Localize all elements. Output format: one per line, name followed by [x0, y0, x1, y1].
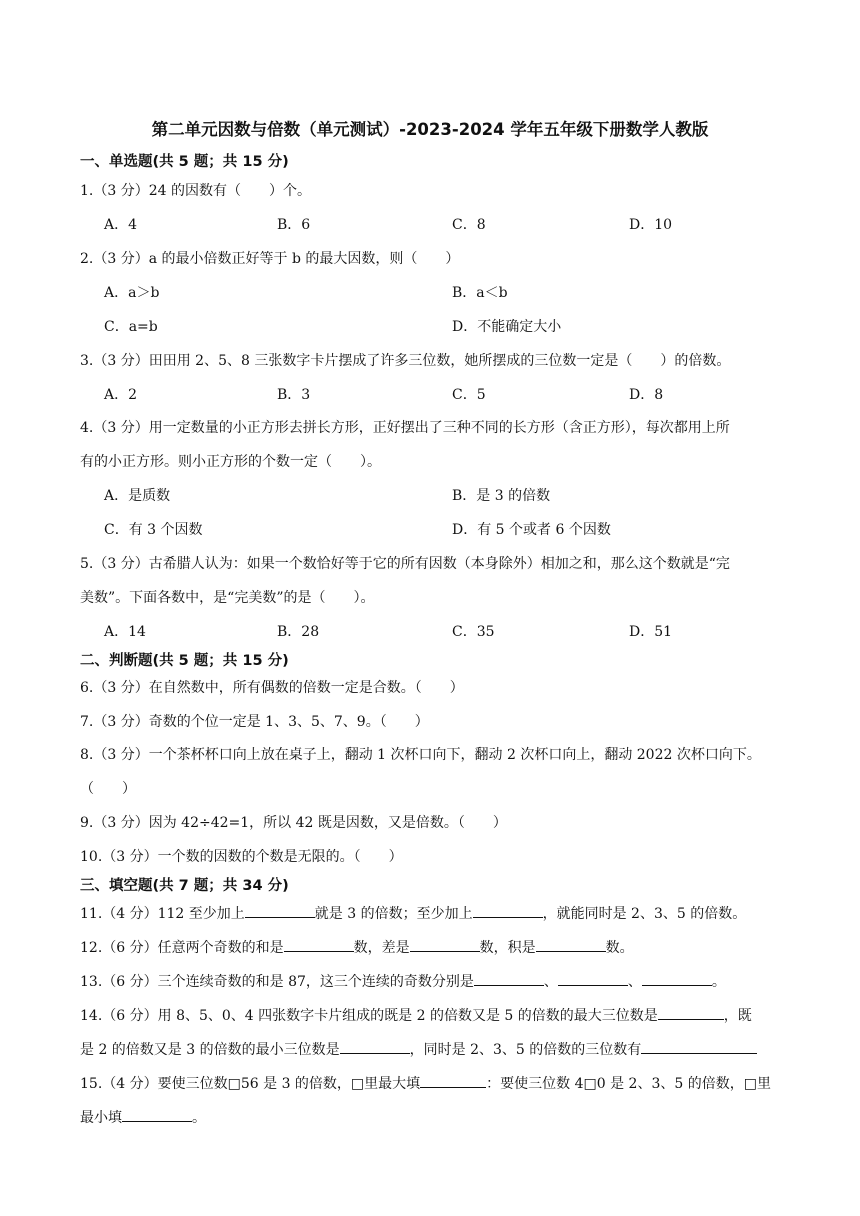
answer-blank[interactable]: [122, 1106, 192, 1122]
question-11-text-1: 11.（4 分）112 至少加上: [80, 906, 245, 922]
question-3: 3.（3 分）田田用 2、5、8 三张数字卡片摆成了许多三位数，她所摆成的三位数一定是（ ）的倍数。: [80, 353, 731, 369]
option-1b: B．6: [277, 217, 311, 233]
question-5-line-2: 美数”。下面各数中，是“完美数”的是（ ）。: [80, 590, 375, 606]
question-9: 9.（3 分）因为 42÷42=1，所以 42 既是因数，又是倍数。（ ）: [80, 815, 507, 831]
question-14-text-2: ，既: [723, 1008, 752, 1024]
answer-blank[interactable]: [473, 902, 543, 918]
question-15-line-1: [80, 1072, 808, 1093]
answer-blank[interactable]: [340, 1038, 410, 1054]
section-heading-fill-blank: 三、填空题(共 7 题；共 34 分): [80, 878, 289, 894]
question-15-line-2: [80, 1106, 808, 1127]
answer-blank[interactable]: [642, 970, 712, 986]
answer-blank[interactable]: [558, 970, 628, 986]
section-heading-true-false: 二、判断题(共 5 题；共 15 分): [80, 653, 289, 669]
answer-blank[interactable]: [474, 970, 544, 986]
option-3b: B．3: [277, 387, 311, 403]
option-5a: A．14: [104, 624, 146, 640]
question-8-line-1: 8.（3 分）一个茶杯杯口向上放在桌子上，翻动 1 次杯口向下，翻动 2 次杯口向上，翻动 2022 次杯口向下。: [80, 747, 761, 763]
answer-blank[interactable]: [284, 936, 354, 952]
question-14-text-1: 14.（6 分）用 8、5、0、4 四张数字卡片组成的既是 2 的倍数又是 5 的倍数的最大三位数是: [80, 1008, 658, 1024]
option-4b: B．是 3 的倍数: [452, 488, 551, 504]
question-14-text-3: 是 2 的倍数又是 3 的倍数的最小三位数是: [80, 1042, 340, 1058]
question-11: [80, 902, 808, 923]
question-13-text-2: 、: [543, 974, 558, 990]
option-4a: A．是质数: [104, 488, 171, 504]
option-1d: D．10: [629, 217, 673, 233]
question-11-text-2: 就是 3 的倍数；至少加上: [314, 906, 473, 922]
question-13: [80, 970, 808, 991]
option-3c: C．5: [452, 387, 486, 403]
question-11-text-3: ，就能同时是 2、3、5 的倍数。: [542, 906, 747, 922]
question-15-text-4: 。: [192, 1110, 206, 1126]
question-15-text-2: ：要使三位数 4□0 是 2、3、5 的倍数，□里: [486, 1076, 771, 1092]
answer-blank[interactable]: [658, 1004, 724, 1020]
option-2a: A．a＞b: [104, 285, 160, 301]
document-title: 第二单元因数与倍数（单元测试）-2023-2024 学年五年级下册数学人教版: [151, 120, 709, 139]
section-heading-single-choice: 一、单选题(共 5 题；共 15 分): [80, 154, 289, 170]
option-2b: B．a＜b: [452, 285, 508, 301]
question-14-line-1: [80, 1004, 808, 1025]
option-1c: C．8: [452, 217, 486, 233]
question-12-text-4: 数。: [605, 940, 634, 956]
option-2d: D．不能确定大小: [452, 319, 562, 335]
option-2c: C．a=b: [104, 319, 158, 335]
option-3d: D．8: [629, 387, 664, 403]
option-5b: B．28: [277, 624, 320, 640]
option-5d: D．51: [629, 624, 673, 640]
question-14-text-4: ，同时是 2、3、5 的倍数的三位数有: [409, 1042, 642, 1058]
question-13-text-4: 。: [711, 974, 726, 990]
question-12: [80, 936, 808, 957]
question-7: 7.（3 分）奇数的个位一定是 1、3、5、7、9。（ ）: [80, 714, 429, 730]
option-4d: D．有 5 个或者 6 个因数: [452, 522, 611, 538]
question-2: 2.（3 分）a 的最小倍数正好等于 b 的最大因数，则（ ）: [80, 251, 460, 267]
option-4c: C．有 3 个因数: [104, 522, 203, 538]
question-4-line-2: 有的小正方形。则小正方形的个数一定（ ）。: [80, 454, 381, 470]
answer-blank[interactable]: [410, 936, 480, 952]
question-12-text-2: 数，差是: [353, 940, 410, 956]
question-14-line-2: [80, 1038, 808, 1059]
option-3a: A．2: [104, 387, 138, 403]
question-4-line-1: 4.（3 分）用一定数量的小正方形去拼长方形，正好摆出了三种不同的长方形（含正方形），每次都用上所: [80, 420, 730, 436]
question-13-text-3: 、: [627, 974, 642, 990]
question-12-text-3: 数，积是: [479, 940, 536, 956]
question-8-line-2: （ ）: [80, 781, 136, 797]
question-10: 10.（3 分）一个数的因数的个数是无限的。（ ）: [80, 849, 403, 865]
question-1: 1.（3 分）24 的因数有（ ）个。: [80, 183, 311, 199]
question-13-text-1: 13.（6 分）三个连续奇数的和是 87，这三个连续的奇数分别是: [80, 974, 474, 990]
question-15-text-1: 15.（4 分）要使三位数□56 是 3 的倍数，□里最大填: [80, 1076, 421, 1092]
question-12-text-1: 12.（6 分）任意两个奇数的和是: [80, 940, 284, 956]
answer-blank[interactable]: [536, 936, 606, 952]
answer-blank[interactable]: [245, 902, 315, 918]
question-6: 6.（3 分）在自然数中，所有偶数的倍数一定是合数。（ ）: [80, 680, 464, 696]
question-15-text-3: 最小填: [80, 1110, 122, 1126]
answer-blank[interactable]: [420, 1072, 486, 1088]
answer-blank[interactable]: [641, 1038, 757, 1054]
option-1a: A．4: [104, 217, 138, 233]
option-5c: C．35: [452, 624, 495, 640]
question-5-line-1: 5.（3 分）古希腊人认为：如果一个数恰好等于它的所有因数（本身除外）相加之和，那么这个数就是“完: [80, 556, 730, 572]
